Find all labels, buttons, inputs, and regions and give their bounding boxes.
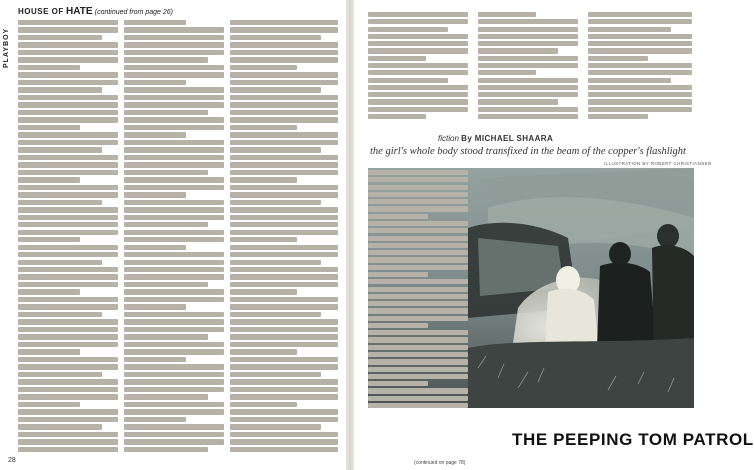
text-line bbox=[230, 260, 321, 265]
text-column-6 bbox=[588, 12, 692, 120]
text-line bbox=[588, 78, 671, 83]
text-line bbox=[124, 349, 224, 354]
text-line bbox=[368, 272, 428, 277]
text-line bbox=[368, 177, 468, 182]
text-column-2 bbox=[124, 20, 224, 456]
text-line bbox=[368, 243, 468, 248]
text-line bbox=[368, 308, 468, 313]
text-line bbox=[124, 327, 224, 332]
text-line bbox=[588, 19, 692, 24]
text-line bbox=[478, 78, 578, 83]
text-line bbox=[124, 155, 224, 160]
text-line bbox=[18, 230, 118, 235]
story-title: THE PEEPING TOM PATROL bbox=[512, 430, 754, 449]
illustration-credit: ILLUSTRATION BY ROBERT CHRISTIANSEN bbox=[604, 161, 712, 166]
text-line bbox=[368, 352, 468, 357]
text-line bbox=[124, 50, 224, 55]
text-line bbox=[124, 102, 224, 107]
text-line bbox=[124, 364, 224, 369]
text-line bbox=[18, 417, 118, 422]
text-line bbox=[18, 102, 118, 107]
text-line bbox=[18, 50, 118, 55]
text-line bbox=[588, 56, 648, 61]
text-line bbox=[230, 274, 338, 279]
text-line bbox=[230, 200, 321, 205]
text-line bbox=[478, 19, 578, 24]
text-line bbox=[18, 200, 102, 205]
text-line bbox=[18, 357, 118, 362]
text-line bbox=[368, 359, 468, 364]
text-line bbox=[230, 230, 338, 235]
text-line bbox=[230, 394, 338, 399]
text-line bbox=[124, 95, 224, 100]
author-name: By MICHAEL SHAARA bbox=[461, 134, 554, 143]
text-column-3 bbox=[230, 20, 338, 456]
text-line bbox=[18, 432, 118, 437]
text-line bbox=[124, 342, 224, 347]
text-line bbox=[124, 237, 224, 242]
text-line bbox=[368, 330, 468, 335]
text-line bbox=[230, 125, 297, 130]
text-line bbox=[124, 27, 224, 32]
text-line bbox=[124, 132, 186, 137]
text-line bbox=[124, 147, 224, 152]
text-line bbox=[230, 304, 338, 309]
text-line bbox=[18, 132, 118, 137]
text-line bbox=[230, 27, 338, 32]
text-line bbox=[478, 34, 578, 39]
text-line bbox=[18, 72, 118, 77]
text-line bbox=[18, 42, 118, 47]
text-line bbox=[18, 424, 102, 429]
text-line bbox=[478, 107, 578, 112]
text-line bbox=[230, 327, 338, 332]
text-line bbox=[124, 417, 186, 422]
text-line bbox=[230, 267, 338, 272]
text-line bbox=[18, 342, 118, 347]
text-line bbox=[18, 27, 118, 32]
text-line bbox=[368, 345, 468, 350]
left-page bbox=[0, 0, 346, 470]
text-line bbox=[588, 63, 692, 68]
text-line bbox=[368, 279, 468, 284]
text-line bbox=[124, 274, 224, 279]
text-line bbox=[18, 312, 102, 317]
text-line bbox=[230, 417, 338, 422]
text-line bbox=[588, 114, 648, 119]
story-deck: the girl's whole body stood transfixed in the beam of the copper's flashlight bbox=[370, 146, 686, 157]
text-line bbox=[124, 372, 224, 377]
text-line bbox=[230, 447, 338, 452]
text-line bbox=[478, 92, 578, 97]
text-line bbox=[124, 245, 186, 250]
text-line bbox=[18, 439, 118, 444]
text-line bbox=[368, 367, 468, 372]
text-line bbox=[18, 260, 102, 265]
text-line bbox=[18, 87, 102, 92]
text-line bbox=[124, 267, 224, 272]
text-line bbox=[230, 65, 297, 70]
text-line bbox=[124, 282, 208, 287]
text-line bbox=[478, 114, 578, 119]
text-line bbox=[124, 162, 224, 167]
text-line bbox=[478, 56, 578, 61]
byline bbox=[438, 134, 553, 143]
text-line bbox=[124, 297, 224, 302]
text-line bbox=[18, 334, 118, 339]
text-line bbox=[368, 206, 468, 211]
text-line bbox=[588, 99, 692, 104]
text-line bbox=[368, 70, 468, 75]
text-line bbox=[368, 99, 468, 104]
text-line bbox=[230, 245, 338, 250]
text-line bbox=[230, 132, 338, 137]
text-line bbox=[588, 12, 692, 17]
text-line bbox=[368, 265, 468, 270]
text-line bbox=[18, 402, 80, 407]
text-line bbox=[230, 35, 321, 40]
text-line bbox=[124, 409, 224, 414]
text-line bbox=[478, 41, 578, 46]
text-line bbox=[124, 200, 224, 205]
text-line bbox=[124, 432, 224, 437]
text-line bbox=[18, 95, 118, 100]
text-line bbox=[18, 57, 118, 62]
text-line bbox=[368, 236, 468, 241]
text-line bbox=[18, 267, 118, 272]
text-line bbox=[124, 140, 224, 145]
text-line bbox=[124, 312, 224, 317]
text-line bbox=[124, 42, 224, 47]
text-line bbox=[124, 80, 186, 85]
right-page bbox=[354, 0, 754, 470]
text-line bbox=[368, 192, 468, 197]
text-column-5 bbox=[478, 12, 578, 120]
running-head bbox=[18, 6, 173, 17]
text-line bbox=[18, 140, 118, 145]
text-line bbox=[230, 80, 338, 85]
text-line bbox=[124, 289, 224, 294]
text-column-1 bbox=[18, 20, 118, 456]
text-line bbox=[18, 364, 118, 369]
cop-2-head bbox=[657, 224, 679, 248]
text-line bbox=[124, 319, 224, 324]
text-line bbox=[230, 117, 338, 122]
text-line bbox=[368, 34, 468, 39]
text-line bbox=[18, 215, 118, 220]
text-line bbox=[124, 185, 224, 190]
text-line bbox=[124, 394, 208, 399]
text-line bbox=[230, 102, 338, 107]
text-line bbox=[18, 162, 118, 167]
text-line bbox=[230, 364, 338, 369]
text-line bbox=[368, 396, 468, 401]
continued-note: (continued on page 78) bbox=[414, 460, 466, 466]
text-line bbox=[230, 424, 321, 429]
text-line bbox=[18, 447, 118, 452]
text-line bbox=[368, 337, 468, 342]
text-line bbox=[230, 177, 297, 182]
text-line bbox=[18, 237, 80, 242]
text-line bbox=[230, 387, 338, 392]
text-line bbox=[18, 110, 118, 115]
text-line bbox=[230, 155, 338, 160]
text-line bbox=[230, 140, 338, 145]
text-line bbox=[124, 230, 224, 235]
text-line bbox=[18, 327, 118, 332]
text-line bbox=[588, 70, 692, 75]
magazine-logo: PLAYBOY bbox=[3, 27, 10, 68]
text-line bbox=[18, 185, 118, 190]
text-line bbox=[588, 34, 692, 39]
text-line bbox=[230, 432, 338, 437]
text-line bbox=[18, 394, 118, 399]
text-line bbox=[18, 409, 118, 414]
text-line bbox=[124, 110, 208, 115]
text-line bbox=[124, 424, 224, 429]
text-line bbox=[124, 357, 186, 362]
text-line bbox=[368, 228, 468, 233]
text-line bbox=[124, 334, 208, 339]
text-line bbox=[368, 381, 428, 386]
text-line bbox=[368, 56, 426, 61]
text-line bbox=[368, 250, 468, 255]
text-line bbox=[18, 192, 118, 197]
text-line bbox=[124, 215, 224, 220]
text-line bbox=[230, 349, 297, 354]
text-line bbox=[18, 155, 118, 160]
text-line bbox=[368, 301, 468, 306]
text-line bbox=[124, 447, 208, 452]
text-line bbox=[18, 207, 118, 212]
text-line bbox=[124, 170, 208, 175]
text-line bbox=[230, 192, 338, 197]
text-line bbox=[368, 257, 468, 262]
text-line bbox=[18, 80, 118, 85]
text-line bbox=[18, 20, 118, 25]
text-line bbox=[230, 402, 297, 407]
text-line bbox=[230, 312, 321, 317]
text-line bbox=[230, 42, 338, 47]
text-line bbox=[18, 117, 118, 122]
text-line bbox=[124, 207, 224, 212]
text-line bbox=[478, 85, 578, 90]
text-line bbox=[124, 20, 186, 25]
text-line bbox=[230, 252, 338, 257]
text-line bbox=[18, 222, 118, 227]
text-line bbox=[368, 41, 468, 46]
text-line bbox=[368, 107, 468, 112]
text-line bbox=[124, 222, 208, 227]
text-line bbox=[368, 85, 468, 90]
running-head-series: HOUSE OF bbox=[18, 7, 64, 16]
ground bbox=[468, 338, 694, 408]
text-line bbox=[588, 85, 692, 90]
text-line bbox=[124, 252, 224, 257]
text-line bbox=[230, 87, 321, 92]
text-line bbox=[18, 379, 118, 384]
text-line bbox=[588, 41, 692, 46]
text-line bbox=[230, 289, 297, 294]
text-line bbox=[18, 245, 118, 250]
text-line bbox=[478, 12, 536, 17]
text-line bbox=[124, 117, 224, 122]
text-line bbox=[230, 162, 338, 167]
text-line bbox=[230, 57, 338, 62]
text-line bbox=[368, 19, 468, 24]
text-line bbox=[478, 99, 558, 104]
text-line bbox=[230, 342, 338, 347]
text-line bbox=[230, 222, 338, 227]
text-line bbox=[478, 63, 578, 68]
text-line bbox=[18, 304, 118, 309]
text-line bbox=[368, 63, 468, 68]
text-line bbox=[18, 372, 102, 377]
text-line bbox=[124, 192, 186, 197]
text-line bbox=[18, 349, 80, 354]
text-line bbox=[230, 334, 338, 339]
text-line bbox=[18, 297, 118, 302]
text-line bbox=[18, 170, 118, 175]
text-line bbox=[18, 177, 80, 182]
running-head-story: HATE bbox=[66, 6, 93, 17]
text-line bbox=[368, 12, 468, 17]
text-column-4 bbox=[368, 12, 468, 120]
text-line bbox=[230, 50, 338, 55]
text-line bbox=[368, 92, 468, 97]
text-line bbox=[368, 114, 426, 119]
text-line bbox=[18, 274, 118, 279]
text-line bbox=[368, 48, 468, 53]
text-line bbox=[230, 357, 338, 362]
text-line bbox=[124, 439, 224, 444]
text-line bbox=[18, 319, 118, 324]
page-number: 28 bbox=[8, 457, 16, 464]
text-line bbox=[588, 107, 692, 112]
text-line bbox=[368, 316, 468, 321]
text-line bbox=[230, 207, 338, 212]
text-line bbox=[124, 387, 224, 392]
text-line bbox=[230, 297, 338, 302]
text-line bbox=[230, 372, 321, 377]
text-line bbox=[18, 289, 80, 294]
text-line bbox=[230, 319, 338, 324]
text-line bbox=[230, 237, 297, 242]
text-line bbox=[230, 409, 338, 414]
text-line bbox=[124, 35, 224, 40]
text-line bbox=[368, 199, 468, 204]
text-line bbox=[368, 170, 468, 175]
text-line bbox=[230, 110, 338, 115]
cop-1-head bbox=[609, 242, 631, 266]
text-line bbox=[368, 388, 468, 393]
text-line bbox=[588, 48, 692, 53]
text-line bbox=[368, 214, 428, 219]
text-line bbox=[230, 170, 338, 175]
text-line bbox=[124, 57, 208, 62]
text-line bbox=[124, 72, 224, 77]
text-line bbox=[124, 87, 224, 92]
text-line bbox=[230, 379, 338, 384]
text-column-7 bbox=[368, 170, 468, 418]
text-line bbox=[368, 221, 468, 226]
text-line bbox=[124, 125, 224, 130]
text-line bbox=[368, 185, 468, 190]
text-line bbox=[124, 379, 224, 384]
text-line bbox=[368, 294, 468, 299]
text-line bbox=[478, 70, 536, 75]
text-line bbox=[124, 304, 186, 309]
text-line bbox=[230, 439, 338, 444]
text-line bbox=[18, 147, 102, 152]
text-line bbox=[368, 403, 468, 408]
text-line bbox=[124, 65, 224, 70]
text-line bbox=[18, 282, 118, 287]
text-line bbox=[230, 72, 338, 77]
text-line bbox=[18, 65, 80, 70]
text-line bbox=[18, 252, 118, 257]
fiction-label: fiction bbox=[438, 134, 459, 143]
text-line bbox=[230, 147, 321, 152]
text-line bbox=[230, 20, 338, 25]
text-line bbox=[124, 402, 224, 407]
text-line bbox=[368, 323, 428, 328]
text-line bbox=[230, 215, 338, 220]
text-line bbox=[124, 177, 224, 182]
text-line bbox=[588, 27, 671, 32]
text-line bbox=[124, 260, 224, 265]
text-line bbox=[368, 27, 448, 32]
text-line bbox=[18, 387, 118, 392]
text-line bbox=[230, 95, 338, 100]
text-line bbox=[18, 125, 80, 130]
running-head-continuation: (continued from page 26) bbox=[94, 9, 173, 16]
text-line bbox=[230, 282, 338, 287]
text-line bbox=[368, 287, 468, 292]
text-line bbox=[230, 185, 338, 190]
spread-gutter bbox=[346, 0, 354, 470]
text-line bbox=[18, 35, 102, 40]
text-line bbox=[368, 78, 448, 83]
text-line bbox=[478, 27, 578, 32]
text-line bbox=[478, 48, 558, 53]
text-line bbox=[368, 374, 468, 379]
text-line bbox=[588, 92, 692, 97]
